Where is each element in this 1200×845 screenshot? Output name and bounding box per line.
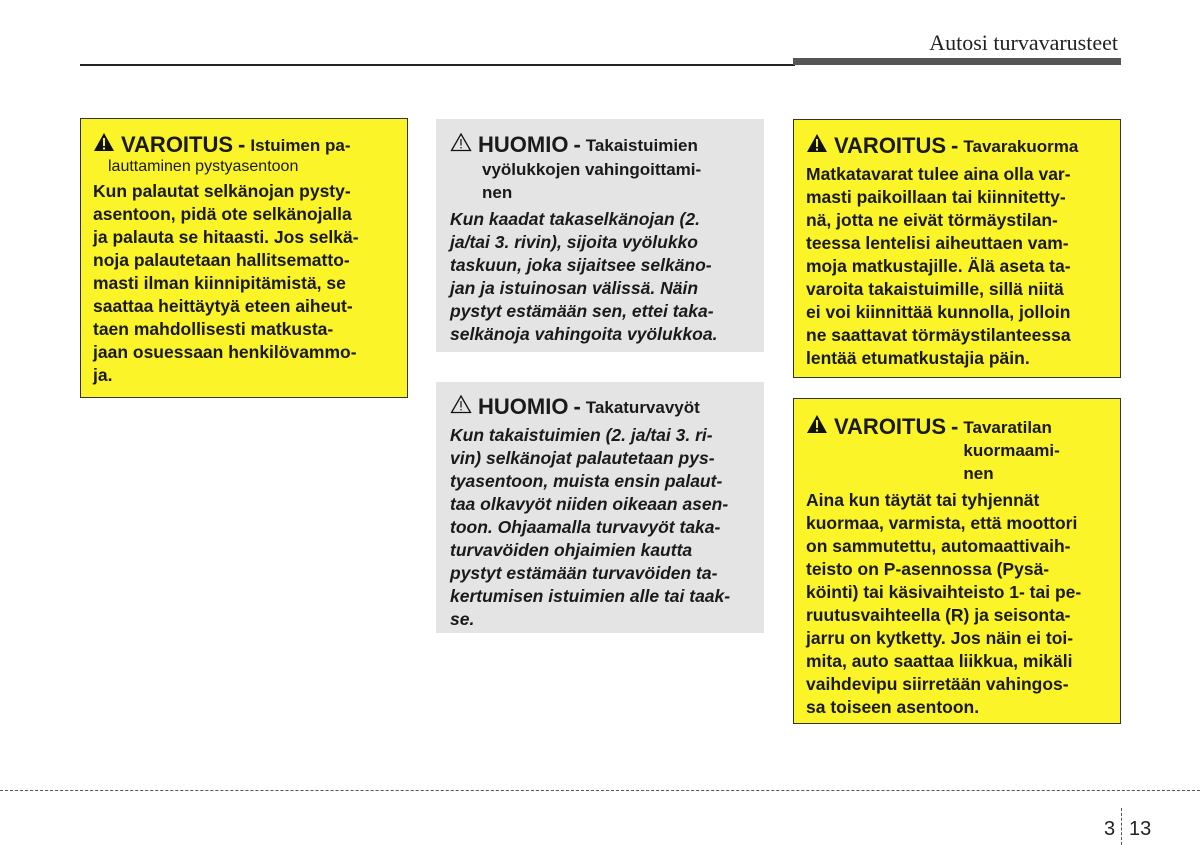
body-line: taskuun, joka sijaitsee selkäno- xyxy=(450,255,712,275)
warning-subtitle xyxy=(250,134,350,157)
body-line: saattaa heittäytyä eteen aiheut- xyxy=(93,296,353,316)
body-line: teisto on P-asennossa (Pysä- xyxy=(806,559,1050,579)
title-dash: - xyxy=(573,394,581,419)
header-rule xyxy=(80,64,795,66)
body-line: Kun kaadat takaselkänojan (2. xyxy=(450,209,700,229)
warning-word: VAROITUS xyxy=(834,133,947,158)
box-title xyxy=(93,132,396,158)
warning-loading-box xyxy=(793,398,1121,724)
body-line: ne saattavat törmäystilanteessa xyxy=(806,325,1071,345)
body-line: moja matkustajille. Älä aseta ta- xyxy=(806,256,1071,276)
body-line: jaan osuessaan henkilövammo- xyxy=(93,342,357,362)
body-line: Matkatavarat tulee aina olla var- xyxy=(806,164,1071,184)
caution-body xyxy=(450,424,753,631)
body-line: turvavöiden ohjaimien kautta xyxy=(450,540,693,560)
body-line: toon. Ohjaamalla turvavyöt taka- xyxy=(450,517,721,537)
caution-belts-box xyxy=(436,382,764,633)
subtitle-line: nen xyxy=(482,183,513,202)
body-line: Kun palautat selkänojan pysty- xyxy=(93,181,351,201)
body-line: nä, jotta ne eivät törmäystilan- xyxy=(806,210,1058,230)
title-dash: - xyxy=(238,132,246,157)
warning-triangle-icon xyxy=(93,132,115,157)
body-line: se. xyxy=(450,609,475,629)
caution-word: HUOMIO xyxy=(478,394,569,419)
body-line: ja/tai 3. rivin), sijoita vyölukko xyxy=(450,232,698,252)
body-line: vin) selkänojat palautetaan pys- xyxy=(450,448,715,468)
header-rule-accent xyxy=(793,58,1121,65)
body-line: kuormaa, varmista, että moottori xyxy=(806,513,1078,533)
body-line: ja. xyxy=(93,365,113,385)
warning-subtitle: Tavarakuorma xyxy=(963,137,1079,156)
subtitle-line: vyölukkojen vahingoittami- xyxy=(482,160,702,179)
body-line: tyasentoon, muista ensin palaut- xyxy=(450,471,723,491)
page-header-title: Autosi turvavarusteet xyxy=(929,30,1118,55)
subtitle-line: Tavaratilan xyxy=(963,418,1052,437)
caution-word: HUOMIO xyxy=(478,132,569,157)
warning-word: VAROITUS xyxy=(834,414,947,439)
warning-triangle-icon xyxy=(806,414,828,439)
body-line: pystyt estämään turvavöiden ta- xyxy=(450,563,718,583)
body-line: noja palautetaan hallitsematto- xyxy=(93,250,350,270)
box-title xyxy=(806,414,1109,485)
body-line: jan ja istuinosan välissä. Näin xyxy=(450,278,699,298)
body-line: taa olkavyöt niiden oikeaan asen- xyxy=(450,494,729,514)
warning-seatback-box xyxy=(80,118,408,398)
warning-body xyxy=(806,163,1109,370)
body-line: kertumisen istuimien alle tai taak- xyxy=(450,586,731,606)
warning-word: VAROITUS xyxy=(121,132,234,157)
body-line: asentoon, pidä ote selkänojalla xyxy=(93,204,352,224)
body-line: varoita takaistuimille, sillä niitä xyxy=(806,279,1064,299)
caution-triangle-icon xyxy=(450,394,472,419)
subtitle-line: Takaistuimien xyxy=(585,136,698,155)
subtitle-line: kuormaami- xyxy=(963,441,1060,460)
box-title xyxy=(806,133,1109,159)
title-dash: - xyxy=(951,133,959,158)
box-title xyxy=(450,132,753,158)
subtitle-line: lauttaminen pystyasentoon xyxy=(108,158,299,175)
caution-subtitle xyxy=(586,134,698,157)
body-line: teessa lentelisi aiheuttaen vam- xyxy=(806,233,1069,253)
body-line: Aina kun täytät tai tyhjennät xyxy=(806,490,1040,510)
body-line: lentää etumatkustajia päin. xyxy=(806,348,1030,368)
body-line: mita, auto saattaa liikkua, mikäli xyxy=(806,651,1073,671)
footer-rule xyxy=(0,790,1200,791)
body-line: vaihdevipu siirretään vahingos- xyxy=(806,674,1069,694)
body-line: on sammutettu, automaattivaih- xyxy=(806,536,1071,556)
subtitle-line: nen xyxy=(963,464,994,483)
caution-triangle-icon xyxy=(450,132,472,157)
subtitle-line: Istuimen pa- xyxy=(250,136,351,155)
body-line: pystyt estämään sen, ettei taka- xyxy=(450,301,714,321)
caution-buckles-box xyxy=(436,119,764,352)
body-line: masti ilman kiinnipitämistä, se xyxy=(93,273,346,293)
body-line: ruutusvaihteella (R) ja seisonta- xyxy=(806,605,1071,625)
box-title xyxy=(450,394,753,420)
body-line: masti paikoillaan tai kiinnitetty- xyxy=(806,187,1066,207)
page-number-divider xyxy=(1121,808,1122,845)
body-line: ei voi kiinnittää kunnolla, jolloin xyxy=(806,302,1071,322)
caution-subtitle: Takaturvavyöt xyxy=(585,398,700,417)
body-line: taen mahdollisesti matkusta- xyxy=(93,319,334,339)
body-line: Kun takaistuimien (2. ja/tai 3. ri- xyxy=(450,425,713,445)
warning-body xyxy=(93,180,396,387)
warning-body xyxy=(806,489,1109,719)
caution-body xyxy=(450,208,753,346)
warning-triangle-icon xyxy=(806,133,828,158)
page-number: 13 xyxy=(1129,818,1152,840)
title-dash: - xyxy=(951,414,959,439)
warning-subtitle xyxy=(963,416,1059,485)
body-line: selkänoja vahingoita vyölukkoa. xyxy=(450,324,718,344)
body-line: jarru on kytketty. Jos näin ei toi- xyxy=(806,628,1074,648)
title-dash: - xyxy=(573,132,581,157)
body-line: ja palauta se hitaasti. Jos selkä- xyxy=(93,227,359,247)
chapter-number: 3 xyxy=(1104,818,1116,840)
body-line: sa toiseen asentoon. xyxy=(806,697,980,717)
body-line: köinti) tai käsivaihteisto 1- tai pe- xyxy=(806,582,1082,602)
warning-cargo-box xyxy=(793,119,1121,378)
